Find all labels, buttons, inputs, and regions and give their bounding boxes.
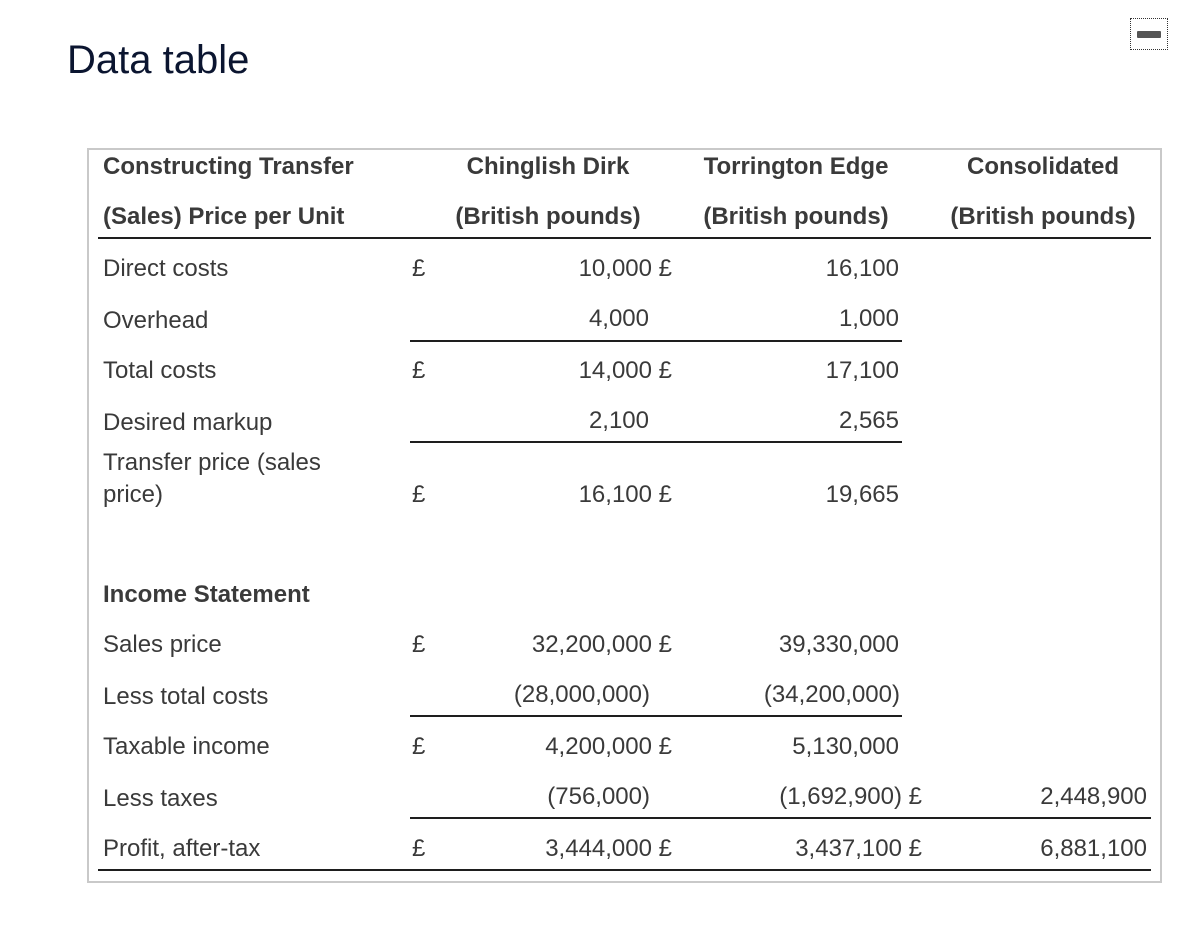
currency-symbol: £ bbox=[412, 481, 426, 508]
currency-symbol: £ bbox=[412, 255, 426, 282]
direct-costs-chinglish-dirk: 10,000 £ bbox=[578, 255, 672, 282]
minimize-button[interactable] bbox=[1130, 18, 1168, 50]
header-underline bbox=[98, 237, 1151, 239]
header-col1-line1: Chinglish Dirk bbox=[466, 153, 630, 180]
row-label-sales-price: Sales price bbox=[103, 631, 222, 658]
row-label-desired-markup: Desired markup bbox=[103, 409, 273, 436]
profit-after-tax-chinglish-dirk: 3,444,000 £ bbox=[545, 835, 672, 862]
row-label-total-costs: Total costs bbox=[103, 357, 217, 384]
direct-costs-torrington-edge: 16,100 bbox=[825, 255, 899, 282]
table-bottom-rule bbox=[98, 869, 1151, 871]
overhead-torrington-edge: 1,000 bbox=[838, 305, 899, 332]
header-col3-line1: Consolidated bbox=[966, 153, 1119, 180]
desired-markup-chinglish-dirk: 2,100 bbox=[588, 407, 649, 434]
profit-after-tax-torrington-edge: 3,437,100 £ bbox=[795, 835, 922, 862]
subtotal-underline bbox=[410, 340, 902, 342]
taxable-income-torrington-edge: 5,130,000 bbox=[792, 733, 899, 760]
less-total-costs-torrington-edge: (34,200,000) bbox=[763, 681, 900, 708]
total-costs-torrington-edge: 17,100 bbox=[825, 357, 899, 384]
subtotal-underline bbox=[410, 441, 902, 443]
header-col2-line2: (British pounds) bbox=[703, 203, 889, 230]
row-label-less-total-costs: Less total costs bbox=[103, 683, 269, 710]
overhead-chinglish-dirk: 4,000 bbox=[588, 305, 649, 332]
taxable-income-chinglish-dirk: 4,200,000 £ bbox=[545, 733, 672, 760]
currency-symbol: £ bbox=[412, 733, 426, 760]
minimize-icon bbox=[1137, 31, 1161, 38]
page-title: Data table bbox=[67, 38, 250, 82]
header-col0-line1: Constructing Transfer bbox=[103, 153, 354, 180]
header-col2-line1: Torrington Edge bbox=[703, 153, 889, 180]
row-label-transfer-price-cont: price) bbox=[103, 481, 164, 508]
row-label-overhead: Overhead bbox=[103, 307, 209, 334]
row-label-less-taxes: Less taxes bbox=[103, 785, 218, 812]
less-taxes-chinglish-dirk: (756,000) bbox=[547, 783, 650, 810]
transfer-price-torrington-edge: 19,665 bbox=[825, 481, 899, 508]
row-label-transfer-price: Transfer price (sales bbox=[103, 449, 321, 476]
profit-after-tax-consolidated: 6,881,100 bbox=[1040, 835, 1147, 862]
desired-markup-torrington-edge: 2,565 bbox=[838, 407, 899, 434]
header-col1-line2: (British pounds) bbox=[455, 203, 641, 230]
sales-price-chinglish-dirk: 32,200,000 £ bbox=[531, 631, 672, 658]
less-taxes-torrington-edge: (1,692,900) £ bbox=[779, 783, 922, 810]
header-col0-line2: (Sales) Price per Unit bbox=[103, 203, 345, 230]
row-label-profit-after-tax: Profit, after-tax bbox=[103, 835, 261, 862]
total-costs-chinglish-dirk: 14,000 £ bbox=[578, 357, 672, 384]
sales-price-torrington-edge: 39,330,000 bbox=[778, 631, 899, 658]
subtotal-underline bbox=[410, 715, 902, 717]
header-col3-line2: (British pounds) bbox=[950, 203, 1136, 230]
section-heading-income-statement: Income Statement bbox=[103, 581, 310, 608]
currency-symbol: £ bbox=[412, 631, 426, 658]
row-label-taxable-income: Taxable income bbox=[103, 733, 270, 760]
less-taxes-consolidated: 2,448,900 bbox=[1040, 783, 1147, 810]
currency-symbol: £ bbox=[412, 357, 426, 384]
subtotal-underline bbox=[410, 817, 1151, 819]
currency-symbol: £ bbox=[412, 835, 426, 862]
less-total-costs-chinglish-dirk: (28,000,000) bbox=[513, 681, 650, 708]
transfer-price-chinglish-dirk: 16,100 £ bbox=[578, 481, 672, 508]
row-label-direct-costs: Direct costs bbox=[103, 255, 229, 282]
